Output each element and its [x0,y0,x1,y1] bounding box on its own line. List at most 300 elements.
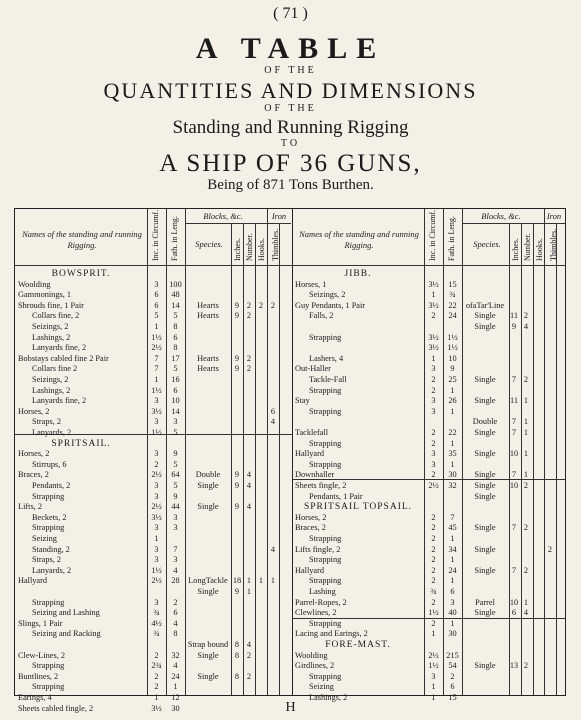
right-row-10-inches: 7 [511,375,517,384]
left-row-29-circum: 2½ [151,576,162,586]
left-row-14-thimbles: 4 [270,417,276,427]
left-row-8-circum: 7 [154,353,159,363]
left-row-29-species: LongTackle [188,576,228,586]
left-row-14-fath: 3 [173,417,178,427]
left-row-6-fath: 6 [173,332,178,342]
right-row-20-species: Single [474,481,496,490]
left-row-34-circum: ¾ [153,629,160,639]
right-row-34-circum: 1 [431,629,436,639]
left-row-5-fath: 8 [173,322,178,331]
right-row-32-species: Single [474,608,496,618]
right-row-29-circum: 2 [431,576,436,586]
right-row-12-species: Single [474,396,496,406]
right-row-37-name: Girdlines, 2 [295,661,335,671]
fath-header-left: Fath. in Leng. [170,216,179,261]
left-row-38-inches: 8 [234,671,240,681]
right-row-21-species: Single [474,491,496,501]
left-row-1-fath: 100 [169,279,182,289]
right-row-23-circum: 2 [431,512,436,522]
right-row-3-circum: 3½ [428,300,439,310]
left-row-28-fath: 4 [173,565,178,575]
left-row-17-fath: 9 [173,449,178,459]
right-row-32-circum: 1½ [428,608,439,618]
right-row-40-name: Lashings, 2 [309,693,348,702]
left-row-32-fath: 6 [173,608,178,618]
right-row-20-circum: 2½ [428,481,439,490]
right-row-30-fath: 6 [450,587,455,596]
names-header-left: Names of the standing and running Rigging. [22,229,142,250]
title-line-8: Being of 871 Tons Burthen. [207,177,374,193]
left-row-7-circum: 2½ [151,343,162,353]
right-row-12-circum: 3 [431,396,436,406]
left-row-38-number: 2 [246,671,252,681]
left-row-28-name: Lanyards, 2 [32,565,72,575]
right-row-16-fath: 1 [450,438,455,448]
left-row-38-fath: 24 [171,671,180,681]
left-row-22-inches: 9 [234,502,240,512]
right-row-8-circum: 1 [431,353,436,363]
right-row-17-circum: 3 [431,449,436,459]
left-row-12-name: Lanyards fine, 2 [32,396,87,406]
right-row-40-circum: 1 [431,693,436,702]
right-row-10-species: Single [474,375,496,384]
right-row-28-circum: 2 [431,565,436,575]
right-row-12-name: Stay [295,396,310,406]
thimbles-header-left: Thimbles. [271,228,280,261]
left-row-15-fath: 5 [173,428,178,437]
left-row-32-circum: ¾ [153,608,160,618]
left-row-7-fath: 8 [173,343,178,353]
left-row-19-species: Double [195,470,221,480]
left-row-36-fath: 32 [171,650,180,660]
right-row-24-inches: 7 [511,523,517,533]
right-row-15-circum: 2 [431,428,436,437]
iron-header-left: Iron [271,211,287,221]
left-row-9-fath: 5 [173,364,178,374]
right-row-29-fath: 1 [450,576,455,586]
right-row-15-fath: 22 [448,428,457,437]
left-row-8-name: Bobstays cabled fine 2 Pair [18,353,109,363]
left-row-19-name: Braces, 2 [18,470,49,480]
right-row-9-circum: 3 [431,364,436,374]
right-row-14-inches: 7 [511,417,517,427]
left-row-8-species: Hearts [197,353,219,363]
left-row-15-name: Lanyards, 2 [32,428,72,437]
left-row-12-fath: 10 [171,396,180,406]
left-row-20-inches: 9 [234,481,240,490]
right-row-22-name: SPRITSAIL TOPSAIL. [303,502,413,513]
left-row-4-circum: 5 [154,311,159,321]
right-row-28-number: 2 [523,565,529,575]
right-row-10-fath: 25 [448,375,457,384]
left-row-22-species: Single [197,502,219,512]
left-row-3-fath: 14 [171,300,180,310]
right-row-37-fath: 54 [448,661,457,671]
right-row-4-number: 2 [523,311,529,321]
right-row-30-circum: ¾ [430,587,437,596]
right-row-17-fath: 35 [448,449,457,459]
right-row-15-species: Single [474,428,496,437]
left-row-33-circum: 4½ [151,618,162,628]
left-row-26-circum: 3 [154,544,159,554]
right-row-24-name: Braces, 2 [295,523,326,533]
left-row-23-name: Beckets, 2 [32,512,67,522]
right-row-23-name: Horses, 2 [295,512,327,522]
right-row-4-name: Falls, 2 [309,311,334,321]
right-row-27-circum: 2 [431,555,436,565]
right-row-37-circum: 1½ [428,661,439,671]
right-row-17-species: Single [474,449,496,459]
right-row-38-circum: 3 [431,671,436,681]
right-row-32-name: Clewlines, 2 [295,608,337,618]
left-row-14-circum: 3 [154,417,159,427]
left-row-10-circum: 1 [154,375,159,384]
left-row-36-species: Single [197,650,219,660]
left-row-29-thimbles: 1 [270,576,276,586]
number-header-right: Number. [523,233,532,261]
right-row-16-name: Strapping [309,438,342,448]
right-row-5-number: 4 [523,322,529,331]
left-row-9-circum: 7 [154,364,159,374]
right-row-28-species: Single [474,565,496,575]
left-row-39-name: Strapping [32,682,65,692]
page-number: ( 71 ) [273,5,308,22]
right-row-19-circum: 2 [431,470,436,480]
left-row-18-fath: 5 [173,459,178,469]
right-row-20-number: 2 [523,481,529,490]
left-row-27-name: Straps, 2 [32,555,62,565]
right-row-31-number: 1 [523,597,529,607]
left-row-35-number: 4 [246,640,252,649]
left-row-33-fath: 4 [173,618,178,628]
right-row-11-name: Strapping [309,385,342,395]
right-row-9-name: Out-Haller [295,364,331,374]
right-row-2-name: Seizings, 2 [309,290,346,300]
right-row-13-fath: 1 [450,406,455,416]
iron-header-right: Iron [546,211,562,221]
left-row-19-circum: 2½ [151,470,162,480]
species-header-right: Species. [473,239,501,249]
right-row-10-circum: 2 [431,375,436,384]
right-row-25-fath: 1 [450,534,455,543]
title-line-4: OF THE [264,103,317,114]
right-row-37-number: 2 [523,661,529,671]
right-row-29-name: Strapping [309,576,342,586]
left-row-9-name: Collars fine 2 [32,364,78,374]
left-row-21-fath: 9 [173,491,178,501]
left-row-34-name: Seizing and Racking [32,629,101,639]
right-row-11-circum: 2 [431,385,436,395]
right-row-36-fath: 215 [446,650,459,660]
left-row-41-name: Sheets cabled fingle, 2 [18,703,94,713]
right-row-27-name: Strapping [309,555,342,565]
left-row-38-species: Single [197,671,219,681]
right-row-31-species: Parrel [475,597,495,607]
left-row-13-name: Horses, 2 [18,406,50,416]
left-row-14-name: Straps, 2 [32,417,62,427]
right-row-13-circum: 3 [431,406,436,416]
blocks-header-right: Blocks, &c. [481,211,521,221]
left-row-8-number: 2 [246,353,252,363]
left-row-26-fath: 7 [173,544,178,554]
left-row-28-circum: 1½ [151,565,162,575]
right-row-17-number: 1 [523,449,529,459]
left-row-4-name: Collars fine, 2 [32,311,80,321]
left-row-36-circum: 2 [154,650,159,660]
inches-header-right: Inches. [511,238,520,261]
right-row-6-fath: 1½ [447,332,458,342]
right-row-18-name: Strapping [309,459,342,469]
left-row-3-number: 2 [246,300,252,310]
left-row-34-fath: 8 [173,629,178,639]
right-row-26-species: Single [474,544,496,554]
left-row-19-inches: 9 [234,470,240,480]
left-row-20-species: Single [197,481,219,490]
right-row-3-species: ofaTar'Line [465,300,505,310]
left-row-7-name: Lanyards fine, 2 [32,343,87,353]
right-row-38-fath: 2 [450,671,455,681]
right-row-34-fath: 30 [448,629,457,639]
left-row-15-circum: 1½ [151,428,162,437]
left-row-1-circum: 3 [154,279,159,289]
left-row-2-name: Gammonings, 1 [18,290,72,300]
right-row-19-inches: 7 [511,470,517,480]
left-row-4-inches: 9 [234,311,240,321]
right-row-37-species: Single [474,661,496,671]
right-row-19-number: 1 [523,470,529,480]
left-row-38-name: Buntlines, 2 [18,671,59,681]
signature-mark: H [285,700,296,715]
right-row-28-inches: 7 [511,565,517,575]
right-row-3-fath: 22 [448,300,457,310]
right-row-12-inches: 11 [510,396,518,406]
blocks-header-left: Blocks, &c. [203,211,243,221]
right-row-33-name: Strapping [309,618,342,628]
left-row-9-species: Hearts [197,364,219,374]
left-row-3-inches: 9 [234,300,240,310]
left-row-40-name: Earings, 4 [18,693,52,702]
right-row-39-circum: 1 [431,682,436,692]
left-row-36-number: 2 [246,650,252,660]
left-row-29-name: Hallyard [18,576,48,586]
right-row-15-number: 1 [523,428,529,437]
left-row-37-name: Strapping [32,661,65,671]
fath-header-right: Fath. in Leng. [447,216,456,261]
left-row-24-name: Strapping [32,523,65,533]
left-row-0-name: BOWSPRIT. [51,269,111,279]
right-row-2-circum: 1 [431,290,436,300]
left-row-5-name: Seizings, 2 [32,322,69,331]
left-row-6-circum: 1½ [151,332,162,342]
right-row-10-name: Tackle-Fall [309,375,347,384]
left-row-13-thimbles: 6 [270,406,276,416]
left-row-5-circum: 1 [154,322,159,331]
right-row-8-name: Lashers, 4 [309,353,344,363]
right-row-4-inches: 11 [510,311,518,321]
right-row-35-name: FORE-MAST. [325,640,391,650]
left-row-12-circum: 3 [154,396,159,406]
hooks-header-right: Hooks. [535,238,544,261]
right-row-10-number: 2 [523,375,529,384]
right-row-20-fath: 32 [448,481,457,490]
title-line-7: A SHIP OF 36 GUNS, [159,150,422,177]
number-header-left: Number. [245,233,254,261]
left-row-2-circum: 6 [154,290,159,300]
left-row-22-fath: 44 [171,502,180,512]
left-row-22-circum: 2½ [151,502,162,512]
left-row-37-circum: 2¾ [151,661,162,671]
title-line-5: Standing and Running Rigging [172,117,409,138]
left-row-41-circum: 3½ [151,703,162,713]
title-line-1: A TABLE [195,32,386,65]
title-line-2: OF THE [264,65,317,76]
right-row-8-fath: 10 [448,353,457,363]
right-row-2-fath: ¾ [449,290,456,300]
left-row-27-circum: 3 [154,555,159,565]
left-row-3-species: Hearts [197,300,219,310]
right-row-28-name: Hallyard [295,565,325,575]
left-row-1-name: Woolding [18,279,51,289]
right-row-24-fath: 45 [448,523,457,533]
left-row-9-number: 2 [246,364,252,374]
right-row-3-name: Guy Pendants, 1 Pair [295,300,366,310]
thimbles-header-right: Thimbles. [549,228,558,261]
right-row-20-inches: 10 [509,481,519,490]
right-row-6-circum: 3½ [428,332,439,342]
left-row-30-inches: 9 [234,587,240,596]
names-header-right: Names of the standing and running Rigging. [299,229,419,250]
left-row-40-fath: 12 [171,693,180,702]
left-row-41-fath: 30 [171,703,180,713]
right-row-4-species: Single [474,311,496,321]
left-row-27-fath: 3 [173,555,178,565]
right-row-31-inches: 10 [509,597,519,607]
left-row-4-fath: 5 [173,311,178,321]
left-row-3-circum: 6 [154,300,159,310]
right-row-9-fath: 9 [450,364,455,374]
left-row-25-circum: 1 [154,534,159,543]
circum-header-left: Inc. in Circumf. [151,209,160,261]
left-row-20-fath: 5 [173,481,178,490]
left-row-33-name: Slings, 1 Pair [18,618,63,628]
right-row-15-name: Tacklefall [295,428,329,437]
left-row-23-circum: 3½ [151,512,162,522]
right-row-38-name: Strapping [309,671,342,681]
right-row-18-circum: 3 [431,459,436,469]
title-line-3: QUANTITIES AND DIMENSIONS [103,78,478,103]
right-row-16-circum: 2 [431,438,436,448]
right-row-0-name: JIBB. [344,269,372,279]
hooks-header-left: Hooks. [257,238,266,261]
right-row-1-name: Horses, 1 [295,279,327,289]
circum-header-right: Inc. in Circumf. [428,209,437,261]
left-row-3-name: Shrouds fine, 1 Pair [18,300,84,310]
right-row-32-number: 4 [523,608,529,618]
right-row-31-name: Parrel-Ropes, 2 [295,597,347,607]
left-row-8-fath: 17 [171,353,180,363]
right-row-1-circum: 3½ [428,279,439,289]
right-row-21-name: Pendants, 1 Pair [309,491,363,501]
species-header-left: Species. [195,239,223,249]
right-row-17-name: Hallyard [295,449,325,459]
left-row-31-circum: 3 [154,597,159,607]
right-row-24-species: Single [474,523,496,533]
right-row-34-name: Lacing and Earings, 2 [295,629,368,639]
right-row-39-name: Seizing [309,682,334,692]
right-row-4-circum: 2 [431,311,436,321]
right-row-36-name: Woolding [295,650,328,660]
title-line-6: TO [280,138,301,149]
right-row-11-fath: 1 [450,385,455,395]
right-row-19-name: Downhaller [295,470,335,480]
right-row-25-circum: 2 [431,534,436,543]
right-row-1-fath: 15 [448,279,457,289]
right-row-33-fath: 1 [450,618,455,628]
left-row-4-number: 2 [246,311,252,321]
right-row-24-number: 2 [523,523,529,533]
left-row-19-number: 4 [246,470,252,480]
left-row-11-name: Lashings, 2 [32,385,71,395]
right-row-26-thimbles: 2 [547,544,553,554]
left-row-39-circum: 2 [154,682,159,692]
right-row-5-inches: 9 [511,322,517,331]
right-row-36-circum: 2½ [428,650,439,660]
left-row-3-hooks: 2 [258,300,264,310]
left-row-22-name: Lifts, 2 [18,502,42,512]
right-row-20-name: Sheets fingle, 2 [295,481,347,490]
left-row-22-number: 4 [246,502,252,512]
left-row-11-fath: 6 [173,385,178,395]
right-row-27-fath: 1 [450,555,455,565]
inches-header-left: Inches. [233,238,242,261]
right-row-7-circum: 3½ [428,343,439,353]
left-row-10-fath: 16 [171,375,180,384]
right-row-6-name: Strapping [309,332,342,342]
right-row-18-fath: 1 [450,459,455,469]
left-row-6-name: Lashings, 2 [32,332,71,342]
left-row-30-number: 1 [246,587,252,596]
left-row-9-inches: 9 [234,364,240,374]
left-row-17-name: Horses, 2 [18,449,50,459]
right-row-14-species: Double [472,417,498,427]
left-row-18-circum: 2 [154,459,159,469]
right-row-40-fath: 15 [448,693,457,702]
right-row-12-number: 1 [523,396,529,406]
left-row-18-name: Stirrups, 6 [32,459,67,469]
left-row-13-fath: 14 [171,406,180,416]
right-row-12-fath: 26 [448,396,457,406]
right-row-32-fath: 40 [448,608,457,618]
left-row-25-name: Seizing [32,534,57,543]
left-row-29-hooks: 1 [258,576,264,586]
right-row-17-inches: 10 [509,449,519,459]
right-row-39-fath: 6 [450,682,455,692]
left-row-35-species: Strap bound [187,640,229,649]
right-row-25-name: Strapping [309,534,342,543]
right-row-19-fath: 30 [448,470,457,480]
left-row-17-circum: 3 [154,449,159,459]
right-row-33-circum: 2 [431,618,436,628]
left-row-8-inches: 9 [234,353,240,363]
left-row-16-name: SPRITSAIL. [51,438,111,449]
left-row-13-circum: 3½ [151,406,162,416]
left-row-20-name: Pendants, 2 [32,481,71,490]
right-row-28-fath: 24 [448,565,457,575]
left-row-39-fath: 1 [173,682,178,692]
right-row-30-name: Lashing [309,587,336,596]
left-row-36-inches: 8 [234,650,240,660]
right-row-26-name: Lifts fingle, 2 [295,544,341,554]
